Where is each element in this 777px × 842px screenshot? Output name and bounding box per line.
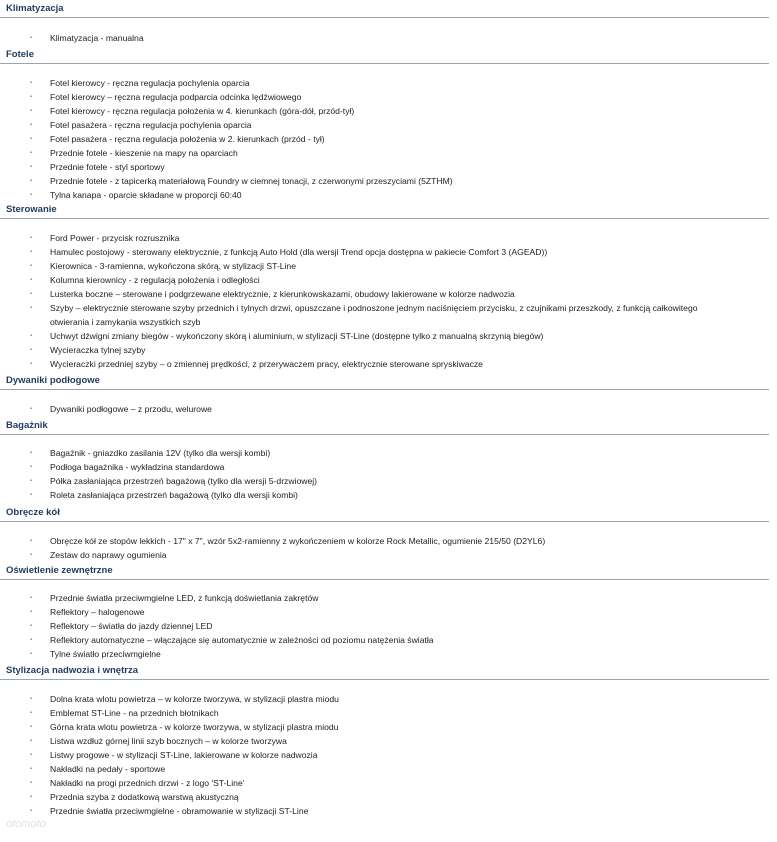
list-item: ▪ Listwy progowe - w stylizacji ST-Line, lakierowane w kolorze nadwozia	[0, 748, 777, 762]
list-item: ▪ Reflektory – halogenowe	[0, 605, 777, 619]
list-item: ▪ Wycieraczka tylnej szyby	[0, 343, 777, 357]
list-item: ▪ Fotel pasażera - ręczna regulacja położenia w 2. kierunkach (przód - tył)	[0, 132, 777, 146]
list-item: ▪ Tylne światło przeciwmgielne	[0, 647, 777, 661]
list-item: ▪ Bagażnik - gniazdko zasilania 12V (tylko dla wersji kombi)	[0, 446, 777, 460]
list-item: ▪ Ford Power - przycisk rozrusznika	[0, 231, 777, 245]
list-item: ▪ Uchwyt dźwigni zmiany biegów - wykończony skórą i aluminium, w stylizacji ST-Line (dostępne tylko z manualną skrzynią biegów)	[0, 329, 777, 343]
list-item: ▪ Tylna kanapa - oparcie składane w proporcji 60:40	[0, 188, 777, 202]
list-item: ▪ Klimatyzacja - manualna	[0, 31, 777, 45]
list-item: ▪ Fotel kierowcy - ręczna regulacja położenia w 4. kierunkach (góra-dół, przód-tył)	[0, 104, 777, 118]
section-3	[0, 372, 777, 416]
section-7	[0, 662, 777, 818]
section-1	[0, 46, 777, 202]
section-title: Fotele	[0, 46, 769, 64]
list-item: ▪ Przednie światła przeciwmgielne - obramowanie w stylizacji ST-Line	[0, 804, 777, 818]
section-4	[0, 417, 777, 502]
list-item: ▪ Górna krata wlotu powietrza - w kolorze tworzywa, w stylizacji plastra miodu	[0, 720, 777, 734]
list-item: ▪ Dolna krata wlotu powietrza – w kolorze tworzywa, w stylizacji plastra miodu	[0, 692, 777, 706]
list-item: ▪ Hamulec postojowy - sterowany elektrycznie, z funkcją Auto Hold (dla wersji Trend opcja dostępna w pakiecie Comfort 3 (AGEAD))	[0, 245, 777, 259]
list-item: ▪ Przednia szyba z dodatkową warstwą akustyczną	[0, 790, 777, 804]
list-item: ▪ Obręcze kół ze stopów lekkich - 17" x 7", wzór 5x2-ramienny z wykończeniem w kolorze Rock Metallic, ogumienie 215/50 (D2YL6)	[0, 534, 777, 548]
list-item: ▪ Przednie fotele - kieszenie na mapy na oparciach	[0, 146, 777, 160]
section-title: Klimatyzacja	[0, 0, 769, 18]
list-item: ▪ Szyby – elektrycznie sterowane szyby przednich i tylnych drzwi, opuszczane i podnoszone jednym naciśnięciem przycisku, z czujnikami przeszkody, z funkcją całkowitego otwierania i zamykania wszystkich szyb	[0, 301, 777, 329]
watermark: otomoto	[6, 818, 46, 830]
list-item: ▪ Reflektory – światła do jazdy dziennej LED	[0, 619, 777, 633]
section-title: Stylizacja nadwozia i wnętrza	[0, 662, 769, 680]
section-6	[0, 562, 777, 661]
list-item: ▪ Roleta zasłaniająca przestrzeń bagażową (tylko dla wersji kombi)	[0, 488, 777, 502]
section-0	[0, 0, 777, 45]
section-2	[0, 201, 777, 371]
item-list	[0, 231, 777, 371]
list-item: ▪ Podłoga bagażnika - wykładzina standardowa	[0, 460, 777, 474]
list-item: ▪ Wycieraczki przedniej szyby – o zmiennej prędkości, z przerywaczem pracy, elektrycznie sterowane spryskiwacze	[0, 357, 777, 371]
list-item: ▪ Fotel pasażera - ręczna regulacja pochylenia oparcia	[0, 118, 777, 132]
item-list	[0, 534, 777, 562]
item-list	[0, 76, 777, 202]
section-title: Oświetlenie zewnętrzne	[0, 562, 769, 580]
section-title: Bagażnik	[0, 417, 769, 435]
list-item: ▪ Lusterka boczne – sterowane i podgrzewane elektrycznie, z kierunkowskazami, obudowy lakierowane w kolorze nadwozia	[0, 287, 777, 301]
list-item: ▪ Półka zasłaniająca przestrzeń bagażową (tylko dla wersji 5-drzwiowej)	[0, 474, 777, 488]
list-item: ▪ Przednie światła przeciwmgielne LED, z funkcją doświetlania zakrętów	[0, 591, 777, 605]
list-item: ▪ Kierownica - 3-ramienna, wykończona skórą, w stylizacji ST-Line	[0, 259, 777, 273]
list-item: ▪ Nakładki na progi przednich drzwi - z logo 'ST-Line'	[0, 776, 777, 790]
list-item: ▪ Nakładki na pedały - sportowe	[0, 762, 777, 776]
list-item: ▪ Zestaw do naprawy ogumienia	[0, 548, 777, 562]
item-list	[0, 31, 777, 45]
list-item: ▪ Listwa wzdłuż górnej linii szyb bocznych – w kolorze tworzywa	[0, 734, 777, 748]
item-list	[0, 591, 777, 661]
section-title: Dywaniki podłogowe	[0, 372, 769, 390]
section-title: Obręcze kół	[0, 504, 769, 522]
list-item: ▪ Przednie fotele - z tapicerką materiałową Foundry w ciemnej tonacji, z czerwonymi przeszyciami (5ZTHM)	[0, 174, 777, 188]
list-item: ▪ Fotel kierowcy – ręczna regulacja podparcia odcinka lędźwiowego	[0, 90, 777, 104]
item-list	[0, 402, 777, 416]
list-item: ▪ Kolumna kierownicy - z regulacją położenia i odległości	[0, 273, 777, 287]
list-item: ▪ Dywaniki podłogowe – z przodu, welurowe	[0, 402, 777, 416]
list-item: ▪ Reflektory automatyczne – włączające się automatycznie w zależności od poziomu natężenia światła	[0, 633, 777, 647]
section-title: Sterowanie	[0, 201, 769, 219]
list-item: ▪ Przednie fotele - styl sportowy	[0, 160, 777, 174]
item-list	[0, 692, 777, 818]
section-5	[0, 504, 777, 562]
list-item: ▪ Emblemat ST-Line - na przednich błotnikach	[0, 706, 777, 720]
item-list	[0, 446, 777, 502]
list-item: ▪ Fotel kierowcy - ręczna regulacja pochylenia oparcia	[0, 76, 777, 90]
